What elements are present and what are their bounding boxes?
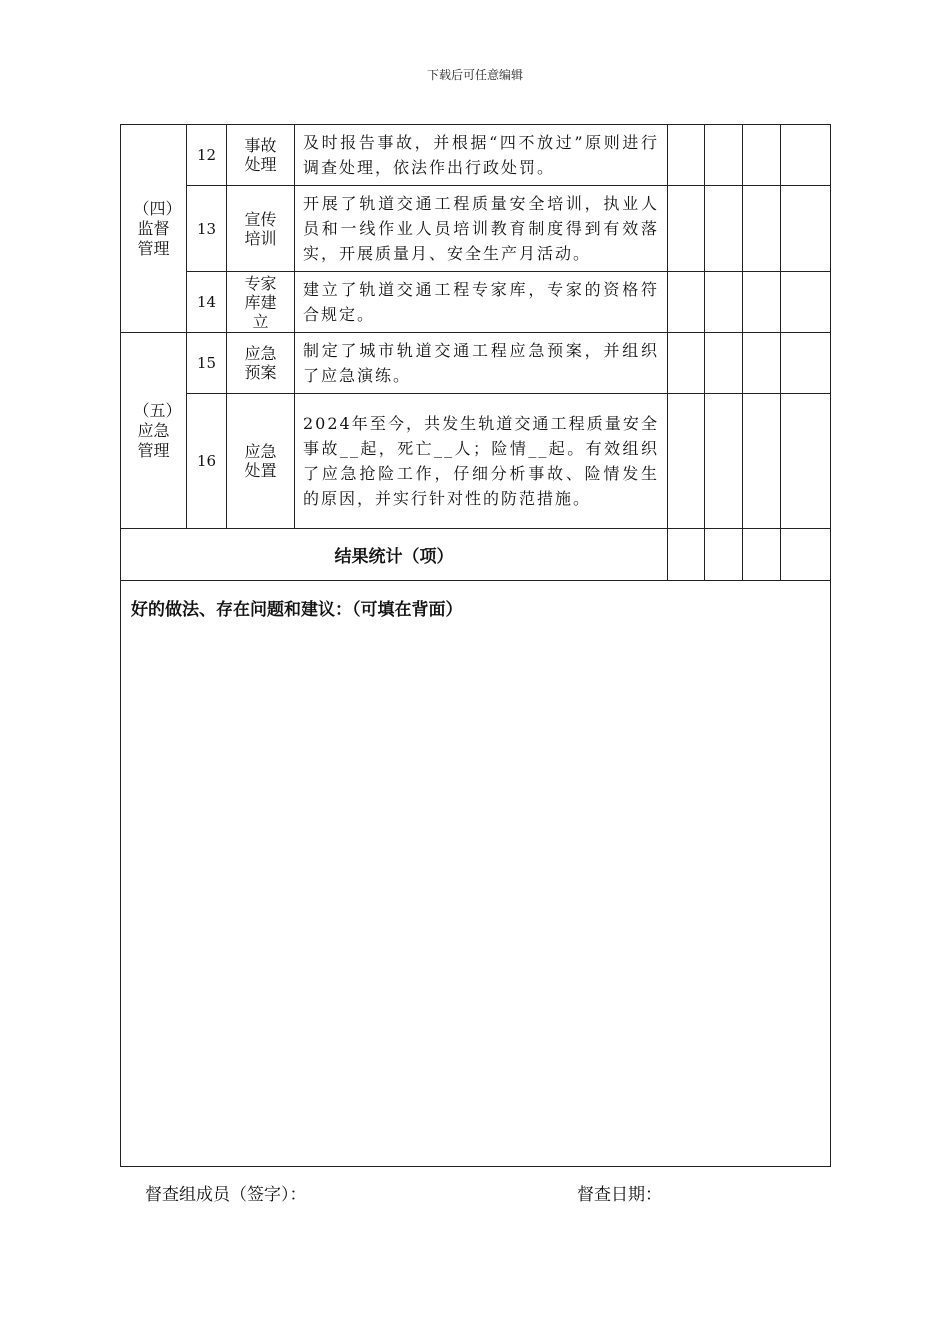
row-number: 13	[187, 186, 227, 272]
table-row	[121, 272, 831, 333]
check-cell[interactable]	[781, 529, 831, 581]
item-name: 应急预案	[227, 333, 295, 394]
inspection-table	[120, 124, 831, 1167]
check-cell[interactable]	[743, 186, 781, 272]
category-cell: （五）应急管理	[121, 333, 187, 529]
notes-row	[121, 581, 831, 1167]
check-cell[interactable]	[705, 125, 743, 186]
item-description: 2024年至今，共发生轨道交通工程质量安全事故__起，死亡__人；险情__起。有效组织了应急抢险工作，仔细分析事故、险情发生的原因，并实行针对性的防范措施。	[295, 394, 668, 529]
table-row	[121, 125, 831, 186]
check-cell[interactable]	[668, 333, 705, 394]
check-cell[interactable]	[743, 333, 781, 394]
check-cell[interactable]	[705, 394, 743, 529]
check-cell[interactable]	[781, 333, 831, 394]
header-note: 下载后可任意编辑	[426, 68, 523, 82]
check-cell[interactable]	[743, 529, 781, 581]
category-cell: （四）监督管理	[121, 125, 187, 333]
row-number: 16	[187, 394, 227, 529]
item-description: 建立了轨道交通工程专家库，专家的资格符合规定。	[295, 272, 668, 333]
table-row	[121, 186, 831, 272]
check-cell[interactable]	[705, 186, 743, 272]
check-cell[interactable]	[668, 186, 705, 272]
item-name: 事故处理	[227, 125, 295, 186]
check-cell[interactable]	[705, 333, 743, 394]
check-cell[interactable]	[743, 125, 781, 186]
row-number: 15	[187, 333, 227, 394]
table-row	[121, 394, 831, 529]
row-number: 14	[187, 272, 227, 333]
item-name: 应急处置	[227, 394, 295, 529]
check-cell[interactable]	[668, 529, 705, 581]
members-signature-label: 督查组成员（签字）：	[145, 1185, 307, 1205]
item-description: 开展了轨道交通工程质量安全培训，执业人员和一线作业人员培训教育制度得到有效落实，开展质量月、安全生产月活动。	[295, 186, 668, 272]
summary-row	[121, 529, 831, 581]
check-cell[interactable]	[668, 272, 705, 333]
item-name: 专家库建立	[227, 272, 295, 333]
notes-label: 好的做法、存在问题和建议：（可填在背面）	[131, 600, 463, 620]
check-cell[interactable]	[781, 394, 831, 529]
check-cell[interactable]	[781, 125, 831, 186]
item-description: 制定了城市轨道交通工程应急预案，并组织了应急演练。	[295, 333, 668, 394]
row-number: 12	[187, 125, 227, 186]
notes-field[interactable]	[121, 581, 831, 1167]
check-cell[interactable]	[668, 394, 705, 529]
inspection-date-label: 督查日期：	[577, 1185, 662, 1205]
check-cell[interactable]	[705, 529, 743, 581]
check-cell[interactable]	[781, 186, 831, 272]
table-row	[121, 333, 831, 394]
item-description: 及时报告事故，并根据“四不放过”原则进行调查处理，依法作出行政处罚。	[295, 125, 668, 186]
check-cell[interactable]	[743, 394, 781, 529]
check-cell[interactable]	[743, 272, 781, 333]
item-name: 宣传培训	[227, 186, 295, 272]
check-cell[interactable]	[705, 272, 743, 333]
check-cell[interactable]	[668, 125, 705, 186]
check-cell[interactable]	[781, 272, 831, 333]
summary-label: 结果统计（项）	[121, 529, 668, 581]
